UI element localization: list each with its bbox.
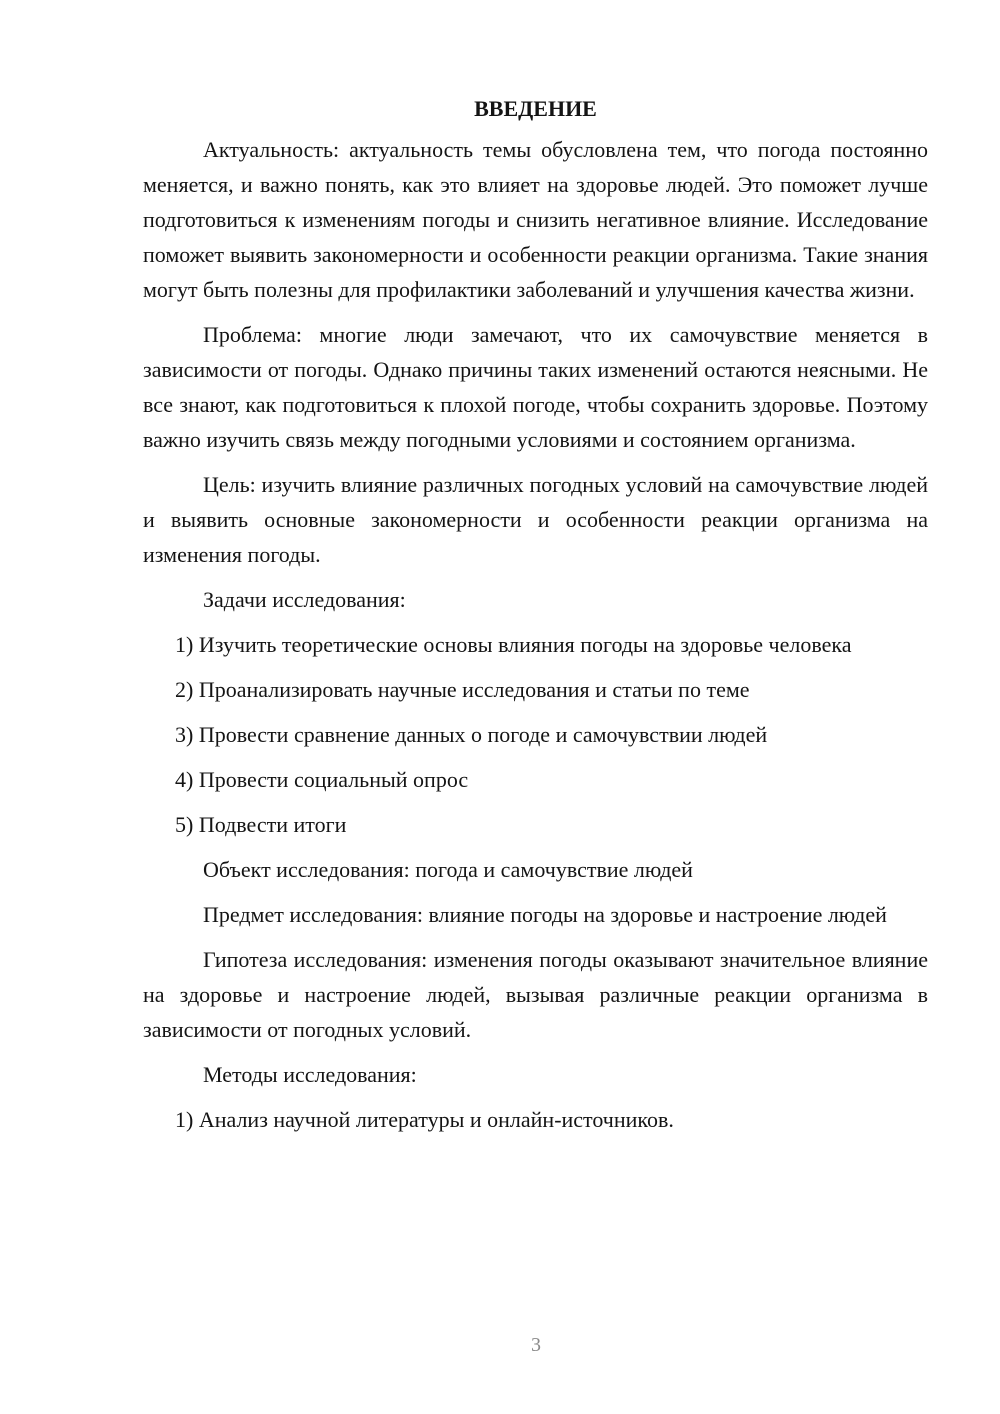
task-item: 4) Провести социальный опрос	[175, 767, 469, 792]
problem-paragraph: Проблема: многие люди замечают, что их самочувствие меняется в зависимости от погоды. Однако причины таких изменений остаются неясными. Не все знают, как подготовиться к плохой погоде, чтобы сохранить здоровье. Поэтому важно изучить связь между погодными условиями и состоянием организма.	[143, 322, 928, 452]
subject-paragraph: Предмет исследования: влияние погоды на здоровье и настроение людей	[203, 902, 887, 927]
method-item: 1) Анализ научной литературы и онлайн-источников.	[175, 1107, 674, 1132]
page-number: 3	[531, 1334, 541, 1356]
page-content	[143, 92, 928, 1137]
task-item: 1) Изучить теоретические основы влияния погоды на здоровье человека	[175, 632, 852, 657]
object-paragraph: Объект исследования: погода и самочувствие людей	[203, 857, 693, 882]
section-heading: ВВЕДЕНИЕ	[474, 96, 597, 121]
tasks-title: Задачи исследования:	[203, 587, 406, 612]
task-item: 5) Подвести итоги	[175, 812, 347, 837]
relevance-paragraph: Актуальность: актуальность темы обусловлена тем, что погода постоянно меняется, и важно понять, как это влияет на здоровье людей. Это поможет лучше подготовиться к изменениям погоды и снизить негативное влияние. Исследование поможет выявить закономерности и особенности реакции организма. Такие знания могут быть полезны для профилактики заболеваний и улучшения качества жизни.	[143, 137, 928, 302]
goal-paragraph: Цель: изучить влияние различных погодных условий на самочувствие людей и выявить основные закономерности и особенности реакции организма на изменения погоды.	[143, 472, 928, 567]
task-item: 2) Проанализировать научные исследования и статьи по теме	[175, 677, 750, 702]
methods-title: Методы исследования:	[203, 1062, 417, 1087]
hypothesis-paragraph: Гипотеза исследования: изменения погоды оказывают значительное влияние на здоровье и настроение людей, вызывая различные реакции организма в зависимости от погодных условий.	[143, 947, 928, 1042]
task-item: 3) Провести сравнение данных о погоде и самочувствии людей	[175, 722, 768, 747]
